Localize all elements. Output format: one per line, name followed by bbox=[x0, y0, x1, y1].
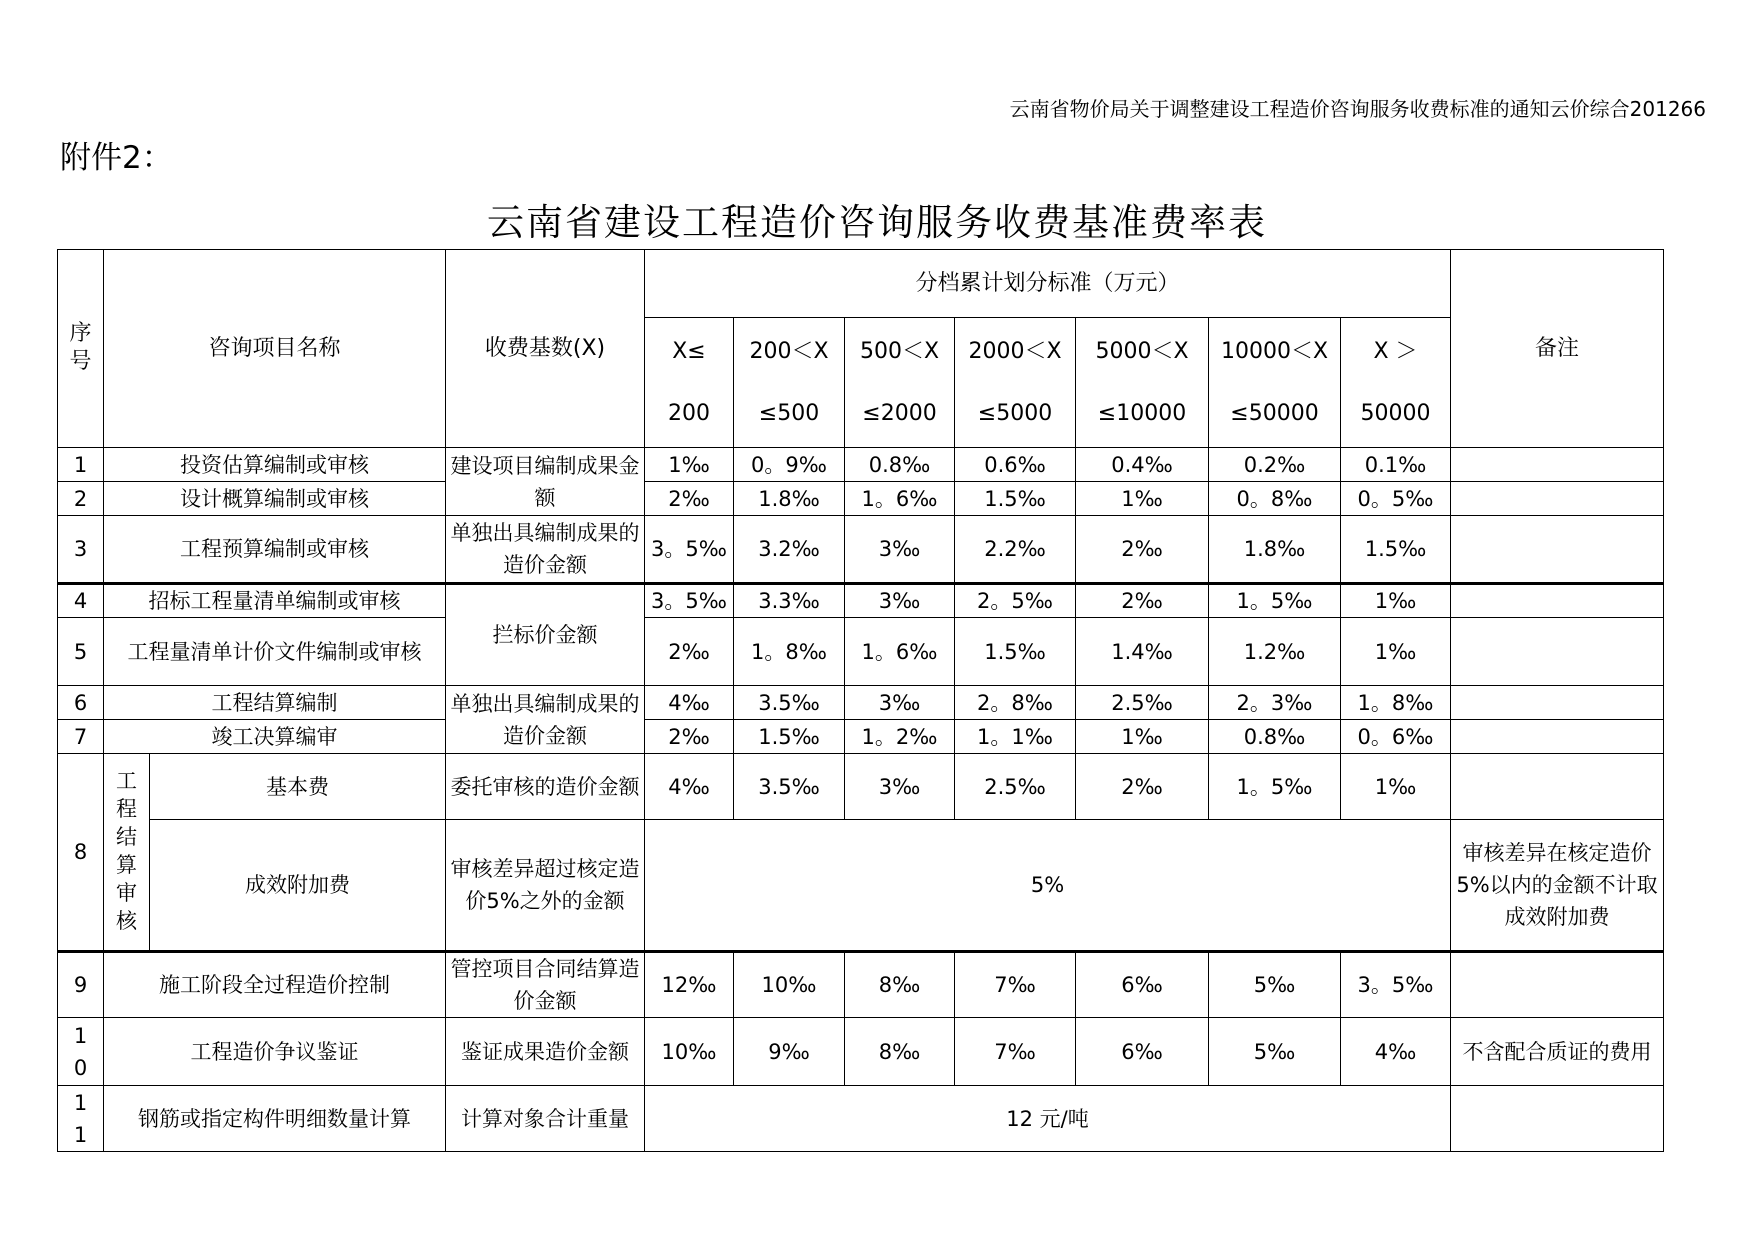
fee-rate-table bbox=[57, 249, 1664, 1152]
rate-cell: 0.4‰ bbox=[1076, 448, 1209, 482]
base-cell: 建设项目编制成果金额 bbox=[446, 448, 645, 516]
rate-cell: 3。5‰ bbox=[645, 584, 734, 618]
table-row bbox=[58, 482, 1664, 516]
seq-cell: 7 bbox=[58, 720, 104, 754]
seq-cell: 3 bbox=[58, 516, 104, 584]
rate-cell: 3‰ bbox=[845, 754, 955, 820]
attachment-label: 附件2： bbox=[60, 140, 173, 176]
seq-cell: 9 bbox=[58, 952, 104, 1018]
rate-cell: 1.5‰ bbox=[734, 720, 845, 754]
item-name: 钢筋或指定构件明细数量计算 bbox=[104, 1086, 446, 1152]
rate-cell: 2‰ bbox=[1076, 754, 1209, 820]
table-row bbox=[58, 448, 1664, 482]
rate-cell: 4‰ bbox=[645, 686, 734, 720]
rate-cell: 2‰ bbox=[1076, 516, 1209, 584]
table-row bbox=[58, 1018, 1664, 1086]
rate-cell: 8‰ bbox=[845, 952, 955, 1018]
base-cell: 计算对象合计重量 bbox=[446, 1086, 645, 1152]
header-tier-group: 分档累计划分标准（万元） bbox=[645, 250, 1451, 318]
remark-cell bbox=[1451, 952, 1664, 1018]
base-cell: 单独出具编制成果的造价金额 bbox=[446, 686, 645, 754]
rate-cell: 10‰ bbox=[734, 952, 845, 1018]
table-row bbox=[58, 686, 1664, 720]
seq-cell: 11 bbox=[58, 1086, 104, 1152]
rate-cell: 0。8‰ bbox=[1209, 482, 1341, 516]
rate-cell: 1。8‰ bbox=[734, 618, 845, 686]
rate-cell: 2.2‰ bbox=[955, 516, 1076, 584]
header-note: 云南省物价局关于调整建设工程造价咨询服务收费标准的通知云价综合201266 bbox=[1009, 97, 1706, 121]
rate-cell: 1‰ bbox=[1076, 482, 1209, 516]
table-row bbox=[58, 618, 1664, 686]
remark-cell: 不含配合质证的费用 bbox=[1451, 1018, 1664, 1086]
item-name: 工程结算编制 bbox=[104, 686, 446, 720]
rate-cell: 0.6‰ bbox=[955, 448, 1076, 482]
rate-cell: 3.5‰ bbox=[734, 754, 845, 820]
seq-cell: 4 bbox=[58, 584, 104, 618]
seq-cell: 10 bbox=[58, 1018, 104, 1086]
item-name: 竣工决算编审 bbox=[104, 720, 446, 754]
rate-cell: 6‰ bbox=[1076, 952, 1209, 1018]
rate-cell: 1。5‰ bbox=[1209, 754, 1341, 820]
item-name: 工程量清单计价文件编制或审核 bbox=[104, 618, 446, 686]
remark-cell bbox=[1451, 754, 1664, 820]
rate-cell: 0.2‰ bbox=[1209, 448, 1341, 482]
rate-cell: 3.3‰ bbox=[734, 584, 845, 618]
rate-cell: 1.2‰ bbox=[1209, 618, 1341, 686]
table-row bbox=[58, 720, 1664, 754]
rate-cell: 12 元/吨 bbox=[645, 1086, 1451, 1152]
item-name: 基本费 bbox=[150, 754, 446, 820]
base-cell: 鉴证成果造价金额 bbox=[446, 1018, 645, 1086]
base-cell: 单独出具编制成果的造价金额 bbox=[446, 516, 645, 584]
rate-cell: 0。5‰ bbox=[1341, 482, 1451, 516]
remark-cell bbox=[1451, 618, 1664, 686]
rate-cell: 5‰ bbox=[1209, 952, 1341, 1018]
rate-cell: 1.5‰ bbox=[955, 618, 1076, 686]
rate-cell: 1。6‰ bbox=[845, 618, 955, 686]
rate-cell: 10‰ bbox=[645, 1018, 734, 1086]
rate-cell: 9‰ bbox=[734, 1018, 845, 1086]
item-name: 工程造价争议鉴证 bbox=[104, 1018, 446, 1086]
page-title: 云南省建设工程造价咨询服务收费基准费率表 bbox=[487, 201, 1267, 244]
rate-cell: 1.8‰ bbox=[734, 482, 845, 516]
remark-cell bbox=[1451, 516, 1664, 584]
remark-cell bbox=[1451, 1086, 1664, 1152]
rate-cell: 1.5‰ bbox=[955, 482, 1076, 516]
header-base: 收费基数(X) bbox=[446, 250, 645, 448]
header-tier-4: 2000＜X ≤5000 bbox=[955, 318, 1076, 448]
base-cell: 管控项目合同结算造价金额 bbox=[446, 952, 645, 1018]
rate-cell: 3。5‰ bbox=[1341, 952, 1451, 1018]
rate-cell: 1。5‰ bbox=[1209, 584, 1341, 618]
item-name: 工程预算编制或审核 bbox=[104, 516, 446, 584]
rate-cell: 1‰ bbox=[1341, 584, 1451, 618]
rate-cell: 1.5‰ bbox=[1341, 516, 1451, 584]
rate-cell: 7‰ bbox=[955, 1018, 1076, 1086]
rate-cell: 1‰ bbox=[1076, 720, 1209, 754]
rate-cell: 2。3‰ bbox=[1209, 686, 1341, 720]
rate-cell: 1.4‰ bbox=[1076, 618, 1209, 686]
table-row bbox=[58, 754, 1664, 820]
group-label: 工程结算审核 bbox=[104, 754, 150, 952]
header-remark: 备注 bbox=[1451, 250, 1664, 448]
header-tier-3: 500＜X ≤2000 bbox=[845, 318, 955, 448]
item-name: 设计概算编制或审核 bbox=[104, 482, 446, 516]
remark-cell bbox=[1451, 720, 1664, 754]
item-name: 招标工程量清单编制或审核 bbox=[104, 584, 446, 618]
rate-cell: 2。5‰ bbox=[955, 584, 1076, 618]
remark-cell bbox=[1451, 448, 1664, 482]
rate-cell: 6‰ bbox=[1076, 1018, 1209, 1086]
rate-cell: 5‰ bbox=[1209, 1018, 1341, 1086]
seq-cell: 1 bbox=[58, 448, 104, 482]
remark-cell bbox=[1451, 482, 1664, 516]
rate-cell: 0。9‰ bbox=[734, 448, 845, 482]
item-name: 成效附加费 bbox=[150, 820, 446, 952]
rate-cell: 2‰ bbox=[645, 618, 734, 686]
header-tier-6: 10000＜X ≤50000 bbox=[1209, 318, 1341, 448]
remark-cell bbox=[1451, 686, 1664, 720]
remark-cell bbox=[1451, 584, 1664, 618]
seq-cell: 2 bbox=[58, 482, 104, 516]
header-tier-5: 5000＜X ≤10000 bbox=[1076, 318, 1209, 448]
rate-cell: 2‰ bbox=[1076, 584, 1209, 618]
rate-cell: 5% bbox=[645, 820, 1451, 952]
base-cell: 委托审核的造价金额 bbox=[446, 754, 645, 820]
rate-cell: 2.5‰ bbox=[1076, 686, 1209, 720]
rate-cell: 1‰ bbox=[1341, 618, 1451, 686]
header-name: 咨询项目名称 bbox=[104, 250, 446, 448]
rate-cell: 1。6‰ bbox=[845, 482, 955, 516]
item-name: 投资估算编制或审核 bbox=[104, 448, 446, 482]
rate-cell: 3‰ bbox=[845, 686, 955, 720]
remark-cell: 审核差异在核定造价5%以内的金额不计取成效附加费 bbox=[1451, 820, 1664, 952]
rate-cell: 0。6‰ bbox=[1341, 720, 1451, 754]
rate-cell: 2‰ bbox=[645, 482, 734, 516]
rate-cell: 8‰ bbox=[845, 1018, 955, 1086]
rate-cell: 1。1‰ bbox=[955, 720, 1076, 754]
rate-cell: 1‰ bbox=[1341, 754, 1451, 820]
rate-cell: 4‰ bbox=[1341, 1018, 1451, 1086]
table-row bbox=[58, 952, 1664, 1018]
base-cell: 审核差异超过核定造价5%之外的金额 bbox=[446, 820, 645, 952]
base-cell: 拦标价金额 bbox=[446, 584, 645, 686]
rate-cell: 3.2‰ bbox=[734, 516, 845, 584]
header-seq: 序号 bbox=[58, 250, 104, 448]
item-name: 施工阶段全过程造价控制 bbox=[104, 952, 446, 1018]
seq-cell: 5 bbox=[58, 618, 104, 686]
header-tier-1: X≤ 200 bbox=[645, 318, 734, 448]
rate-cell: 1‰ bbox=[645, 448, 734, 482]
rate-cell: 3。5‰ bbox=[645, 516, 734, 584]
table-row bbox=[58, 584, 1664, 618]
table-row bbox=[58, 1086, 1664, 1152]
rate-cell: 3.5‰ bbox=[734, 686, 845, 720]
table-row bbox=[58, 820, 1664, 952]
rate-cell: 1。2‰ bbox=[845, 720, 955, 754]
seq-cell: 8 bbox=[58, 754, 104, 952]
rate-cell: 0.8‰ bbox=[1209, 720, 1341, 754]
seq-cell: 6 bbox=[58, 686, 104, 720]
rate-cell: 3‰ bbox=[845, 584, 955, 618]
rate-cell: 7‰ bbox=[955, 952, 1076, 1018]
rate-cell: 0.8‰ bbox=[845, 448, 955, 482]
rate-cell: 0.1‰ bbox=[1341, 448, 1451, 482]
header-tier-2: 200＜X ≤500 bbox=[734, 318, 845, 448]
header-tier-7: X ＞ 50000 bbox=[1341, 318, 1451, 448]
table-row bbox=[58, 516, 1664, 584]
rate-cell: 12‰ bbox=[645, 952, 734, 1018]
rate-cell: 2。8‰ bbox=[955, 686, 1076, 720]
rate-cell: 1.8‰ bbox=[1209, 516, 1341, 584]
rate-cell: 1。8‰ bbox=[1341, 686, 1451, 720]
rate-cell: 2‰ bbox=[645, 720, 734, 754]
rate-cell: 4‰ bbox=[645, 754, 734, 820]
rate-cell: 3‰ bbox=[845, 516, 955, 584]
rate-cell: 2.5‰ bbox=[955, 754, 1076, 820]
